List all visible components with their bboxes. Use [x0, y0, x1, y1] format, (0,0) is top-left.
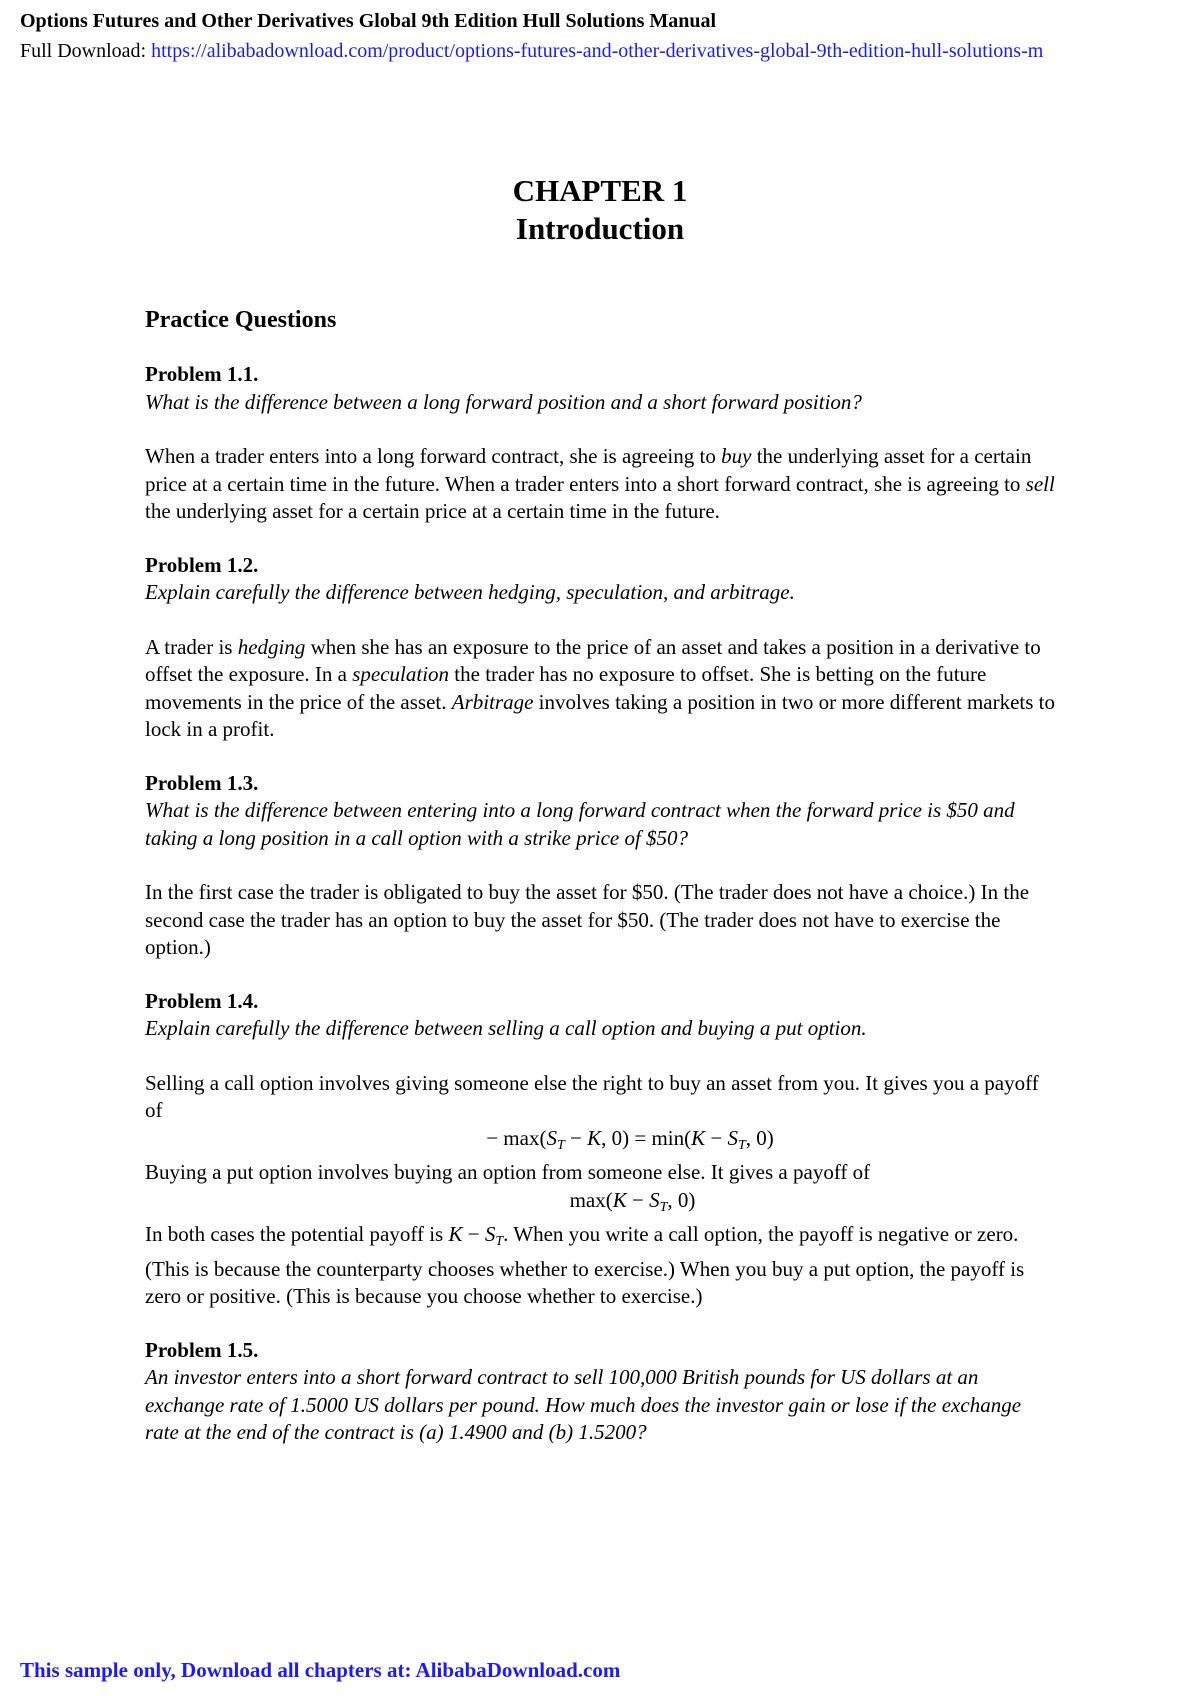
eq-subscript: T — [737, 1137, 746, 1153]
eq-subscript: T — [556, 1137, 565, 1153]
chapter-heading — [0, 172, 1200, 248]
problem-answer — [145, 443, 1060, 526]
payoff-equation-short-call — [145, 1125, 1060, 1160]
answer-text: when she has an exposure to the price of an asset and takes a position in a derivative to offset the exposure. In a — [145, 634, 1041, 686]
chapter-name: Introduction — [515, 211, 685, 246]
problem-title: Problem 1.5. — [145, 1337, 259, 1362]
download-link[interactable]: https://alibabadownload.com/product/options-futures-and-other-derivatives-global-9th-edition-hull-solutions-m — [151, 40, 1044, 62]
answer-text: involves taking a position in two or more different markets to lock in a profit. — [145, 689, 1056, 741]
eq-var: K — [612, 1187, 627, 1212]
problem-1-2 — [145, 552, 1060, 744]
answer-text: In both cases the potential payoff is — [145, 1222, 449, 1246]
document-title: Options Futures and Other Derivatives Global 9th Edition Hull Solutions Manual — [20, 10, 717, 32]
problem-answer: In the first case the trader is obligated to buy the asset for $50. (The trader does not have a choice.) In the second case the trader has an option to buy the asset for $50. (The trader does not have to exercise the option.) — [145, 880, 1030, 959]
section-heading: Practice Questions — [145, 307, 337, 333]
eq-var: S — [649, 1187, 660, 1212]
chapter-number: CHAPTER 1 — [512, 173, 688, 208]
eq-part: − max( — [486, 1125, 547, 1150]
problem-1-1 — [145, 361, 1060, 526]
eq-var: S — [546, 1125, 557, 1150]
problem-question: What is the difference between a long forward position and a short forward position? — [145, 389, 862, 414]
eq-part: − — [626, 1187, 650, 1212]
answer-emphasis: sell — [1025, 471, 1055, 496]
eq-var: K — [691, 1125, 706, 1150]
download-line — [20, 40, 1200, 63]
problem-title: Problem 1.4. — [145, 988, 259, 1013]
problem-1-5 — [145, 1337, 1060, 1447]
answer-text: Buying a put option involves buying an option from someone else. It gives a payoff of — [145, 1160, 871, 1184]
answer-text: the underlying asset for a certain price at a certain time in the future. When a trader enters into a short forward contract, she is agreeing to — [145, 444, 1032, 496]
problem-answer — [145, 1070, 1060, 1311]
footer-download-notice[interactable]: This sample only, Download all chapters at: AlibabaDownload.com — [20, 1658, 621, 1682]
problem-title: Problem 1.2. — [145, 552, 259, 577]
eq-part: , 0) = min( — [601, 1125, 692, 1150]
answer-text: . When you write a call option, the payoff is negative or zero. (This is because the counterparty chooses whether to exercise.) When you buy a put option, the payoff is zero or positive. (This is because you choose whether to exercise.) — [145, 1222, 1025, 1308]
problem-1-3 — [145, 770, 1060, 962]
answer-emphasis: speculation — [352, 662, 450, 686]
answer-text: the trader has no exposure to offset. She is betting on the future movements in the price of the asset. — [145, 662, 987, 714]
page-content — [145, 305, 1060, 1473]
answer-emphasis: Arbitrage — [451, 689, 534, 714]
answer-text: When a trader enters into a long forward contract, she is agreeing to — [145, 444, 722, 468]
eq-part: − — [462, 1222, 485, 1246]
eq-var: K — [448, 1222, 463, 1246]
download-label: Full Download: — [20, 40, 147, 62]
eq-part: , 0) — [745, 1125, 774, 1150]
problem-title: Problem 1.1. — [145, 362, 259, 386]
eq-var: K — [587, 1125, 602, 1150]
problem-question: Explain carefully the difference between hedging, speculation, and arbitrage. — [145, 580, 795, 604]
problem-answer — [145, 634, 1060, 744]
payoff-equation-long-put — [145, 1187, 1060, 1222]
problem-1-4 — [145, 988, 1060, 1311]
problem-question: An investor enters into a short forward contract to sell 100,000 British pounds for US dollars at an exchange rate of 1.5000 US dollars per pound. How much does the investor gain or lose if the exchange rate at the end of the contract is (a) 1.4900 and (b) 1.5200? — [145, 1365, 1022, 1444]
answer-text: the underlying asset for a certain price at a certain time in the future. — [145, 499, 720, 523]
answer-text: A trader is — [145, 634, 238, 659]
eq-part: − — [564, 1125, 588, 1150]
problem-title: Problem 1.3. — [145, 770, 259, 795]
eq-part: − — [705, 1125, 728, 1150]
eq-part: max( — [569, 1187, 613, 1212]
answer-emphasis: buy — [721, 444, 752, 468]
answer-text: Selling a call option involves giving someone else the right to buy an asset from you. It gives you a payoff of — [145, 1070, 1039, 1122]
answer-emphasis: hedging — [237, 634, 306, 659]
answer-text — [145, 1221, 1060, 1311]
eq-subscript: T — [495, 1234, 504, 1249]
eq-part: , 0) — [667, 1187, 696, 1212]
eq-var: S — [484, 1222, 496, 1246]
problem-question: Explain carefully the difference between selling a call option and buying a put option. — [145, 1016, 867, 1040]
eq-subscript: T — [659, 1199, 668, 1215]
eq-var: S — [727, 1125, 738, 1150]
problem-question: What is the difference between entering into a long forward contract when the forward price is $50 and taking a long position in a call option with a strike price of $50? — [145, 798, 1015, 850]
